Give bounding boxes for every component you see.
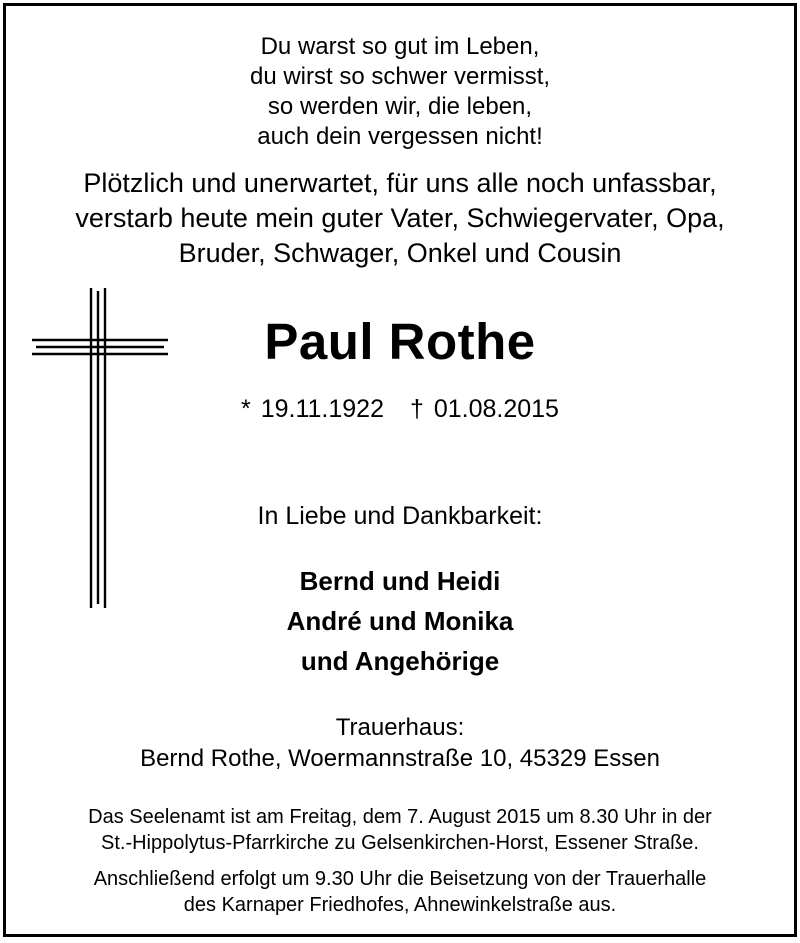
life-dates — [6, 391, 794, 427]
mourner-line: Bernd und Heidi — [299, 566, 501, 596]
announcement-line: Bruder, Schwager, Onkel und Cousin — [178, 238, 622, 268]
birth-date: * 19.11.1922 — [241, 395, 384, 423]
burial-line: Anschließend erfolgt um 9.30 Uhr die Beisetzung von der Trauerhalle — [93, 868, 707, 890]
announcement-line: Plötzlich und unerwartet, für uns alle noch unfassbar, — [83, 168, 717, 198]
death-date: † 01.08.2015 — [409, 395, 559, 423]
service-info — [6, 804, 794, 856]
mourner-line: und Angehörige — [300, 646, 500, 676]
mourning-house-address: Bernd Rothe, Woermannstraße 10, 45329 Essen — [140, 745, 660, 772]
poem-line: so werden wir, die leben, — [267, 93, 533, 120]
poem-line: Du warst so gut im Leben, — [260, 33, 540, 60]
mourner-line: André und Monika — [286, 606, 514, 636]
announcement-text — [6, 166, 794, 271]
mourning-house — [6, 712, 794, 774]
announcement-line: verstarb heute mein guter Vater, Schwiegervater, Opa, — [75, 203, 725, 233]
love-line: In Liebe und Dankbarkeit: — [257, 502, 543, 530]
deceased-name: Paul Rothe — [264, 313, 536, 370]
mourners — [6, 561, 794, 681]
poem-line: auch dein vergessen nicht! — [257, 123, 543, 150]
poem-line: du wirst so schwer vermisst, — [249, 63, 551, 90]
service-line: Das Seelenamt ist am Freitag, dem 7. August 2015 um 8.30 Uhr in der — [88, 806, 712, 828]
poem — [6, 32, 794, 152]
mourning-house-label: Trauerhaus: — [335, 714, 465, 741]
obituary-notice — [3, 3, 797, 937]
burial-info — [6, 866, 794, 918]
service-line: St.-Hippolytus-Pfarrkirche zu Gelsenkirchen-Horst, Essener Straße. — [101, 832, 699, 854]
burial-line: des Karnaper Friedhofes, Ahnewinkelstraße aus. — [183, 894, 617, 916]
